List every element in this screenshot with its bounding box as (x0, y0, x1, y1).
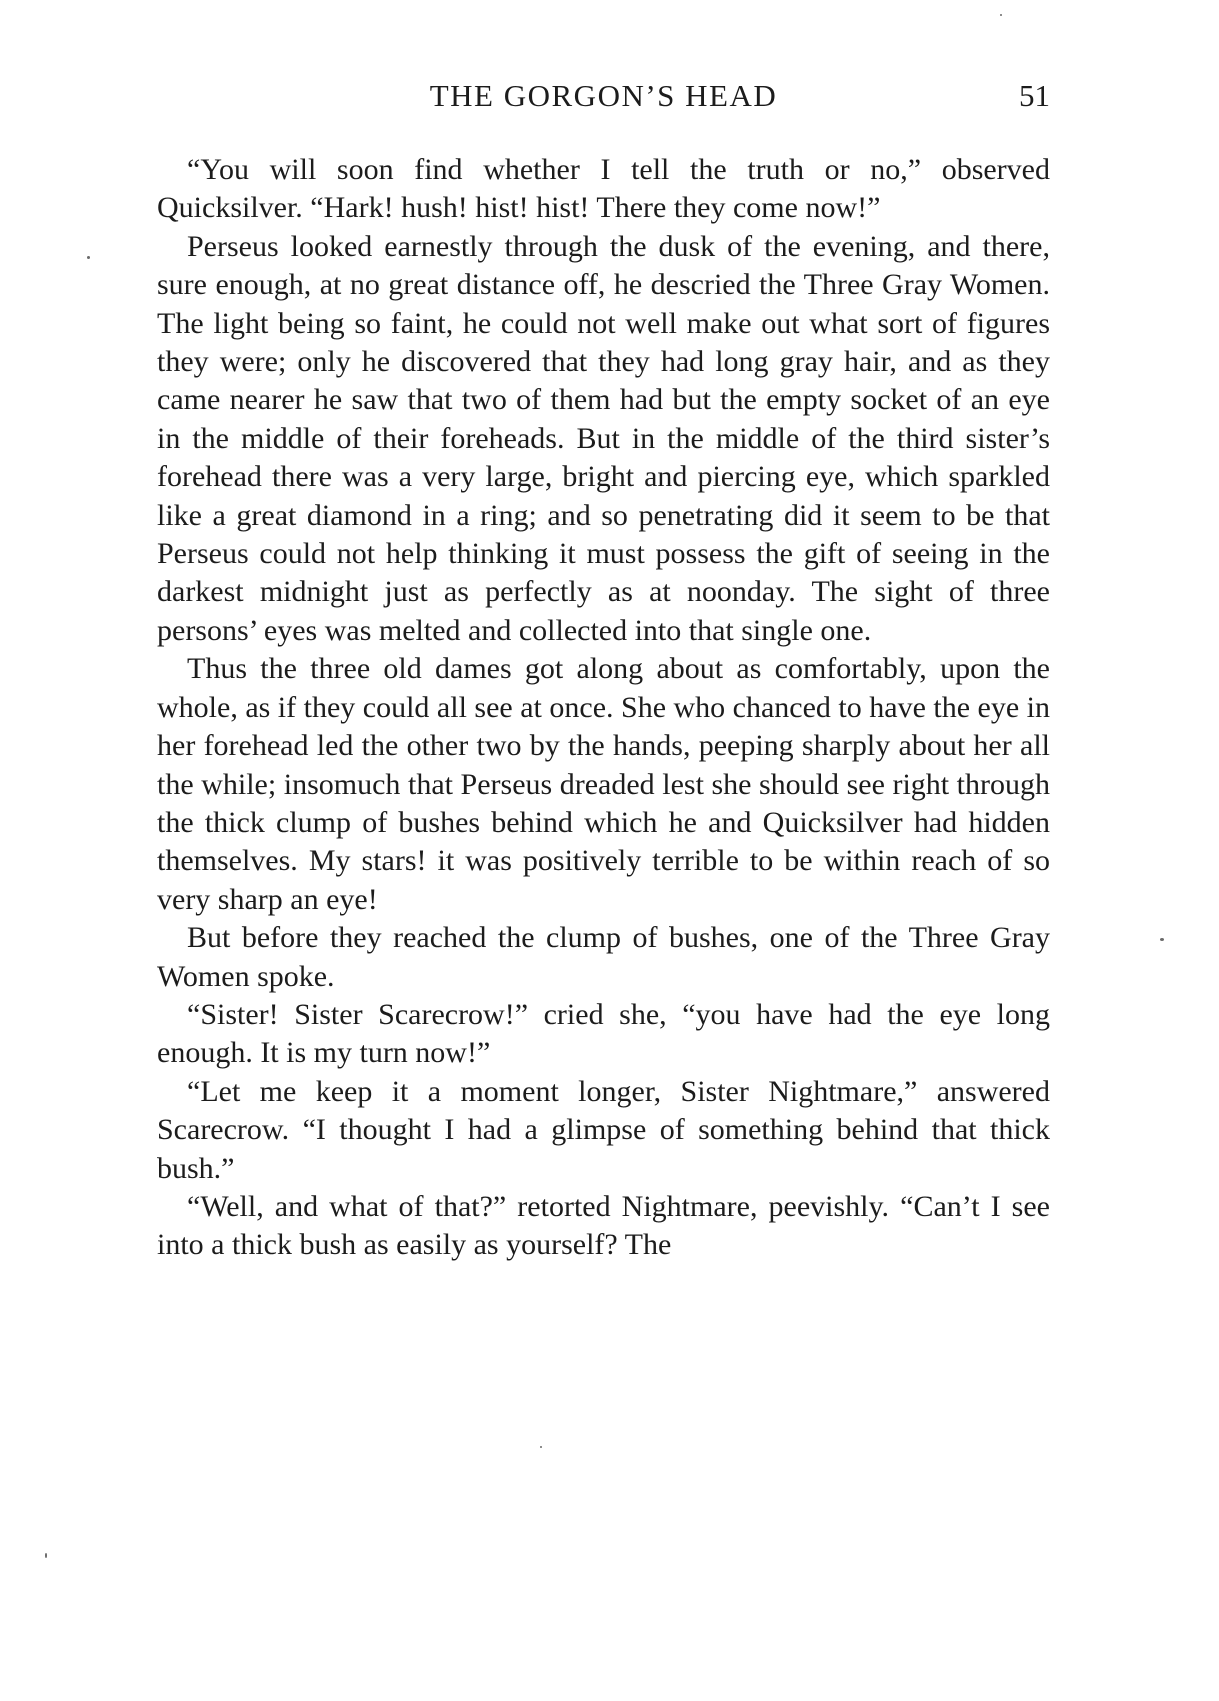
running-title: THE GORGON’S HEAD (429, 78, 778, 113)
scan-speck (1160, 938, 1164, 941)
body-text (157, 151, 1050, 1265)
paragraph-7: “Well, and what of that?” retorted Nightmare, peevishly. “Can’t I see into a thick bush as easily as yourself? The (157, 1189, 1050, 1262)
paragraph-6: “Let me keep it a moment longer, Sister Nightmare,” answered Scarecrow. “I thought I had a glimpse of something behind that thick bush.” (157, 1074, 1050, 1185)
page-number: 51 (1019, 78, 1050, 113)
paragraph-4: But before they reached the clump of bushes, one of the Three Gray Women spoke. (157, 921, 1050, 993)
paragraph-1: “You will soon find whether I tell the truth or no,” observed Quicksilver. “Hark! hush! hist! hist! There they come now!” (157, 153, 1050, 225)
running-head (157, 76, 1050, 116)
scan-speck (1000, 14, 1002, 16)
paragraph-2: Perseus looked earnestly through the dusk of the evening, and there, sure enough, at no great distance off, he descried the Three Gray Women. The light being so faint, he could not well make out what sort of figures they were; only he discovered that they had long gray hair, and as they came nearer he saw that two of them had but the empty socket of an eye in the middle of their foreheads. But in the middle of the third sister’s forehead there was a very large, bright and piercing eye, which sparkled like a great diamond in a ring; and so penetrating did it seem to be that Perseus could not help thinking it must possess the gift of seeing in the darkest midnight just as perfectly as at noonday. The sight of three persons’ eyes was melted and collected into that single one. (157, 229, 1050, 647)
paragraph-5: “Sister! Sister Scarecrow!” cried she, “you have had the eye long enough. It is my turn now!” (157, 997, 1050, 1070)
scan-speck (45, 1553, 47, 1558)
paragraph-3: Thus the three old dames got along about as comfortably, upon the whole, as if they could all see at once. She who chanced to have the eye in her forehead led the other two by the hands, peeping sharply about her all the while; insomuch that Perseus dreaded lest she should see right through the thick clump of bushes behind which he and Quicksilver had hidden themselves. My stars! it was positively terrible to be within reach of so very sharp an eye! (157, 652, 1051, 916)
scan-speck (87, 256, 90, 259)
scan-speck (540, 1446, 542, 1448)
